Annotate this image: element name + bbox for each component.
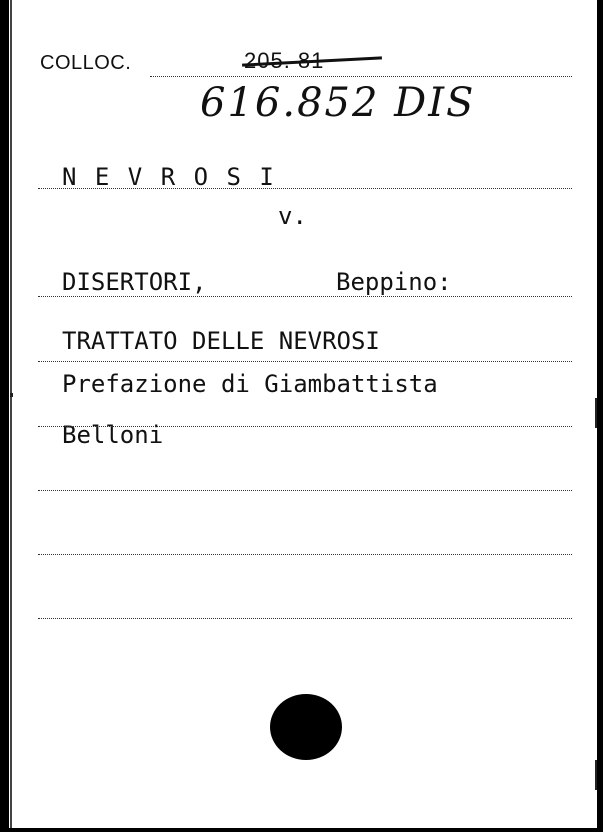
card-left-edge <box>0 0 9 832</box>
blank-dotted-line-1 <box>38 490 572 491</box>
preface-text-line-1: Prefazione di Giambattista <box>62 370 438 398</box>
colloc-label: COLLOC. <box>40 52 132 74</box>
colloc-dotted-line <box>150 76 572 77</box>
blank-dotted-line-2 <box>38 554 572 555</box>
subject-dotted-line <box>38 188 572 189</box>
see-also-mark: v. <box>278 202 307 230</box>
author-given-name: Beppino: <box>336 268 452 296</box>
card-bottom-edge <box>0 828 603 832</box>
speck-mark <box>595 760 597 790</box>
subject-heading: N E V R O S I <box>62 163 276 191</box>
old-shelfmark: 205. 81 <box>244 48 325 73</box>
preface-text-line-2: Belloni <box>62 421 164 449</box>
card-left-edge-shadow <box>10 0 12 832</box>
title-text: TRATTATO DELLE NEVROSI <box>62 327 380 355</box>
punch-hole <box>270 694 342 760</box>
author-surname: DISERTORI, <box>62 268 207 296</box>
handwritten-shelfmark: 616.852 DIS <box>200 80 476 126</box>
card-right-edge <box>597 0 603 832</box>
author-dotted-line <box>38 296 572 297</box>
preface-dotted-line <box>38 426 572 427</box>
blank-dotted-line-3 <box>38 618 572 619</box>
speck-mark <box>595 398 597 428</box>
title-dotted-line <box>38 361 572 362</box>
speck-mark <box>10 393 13 397</box>
